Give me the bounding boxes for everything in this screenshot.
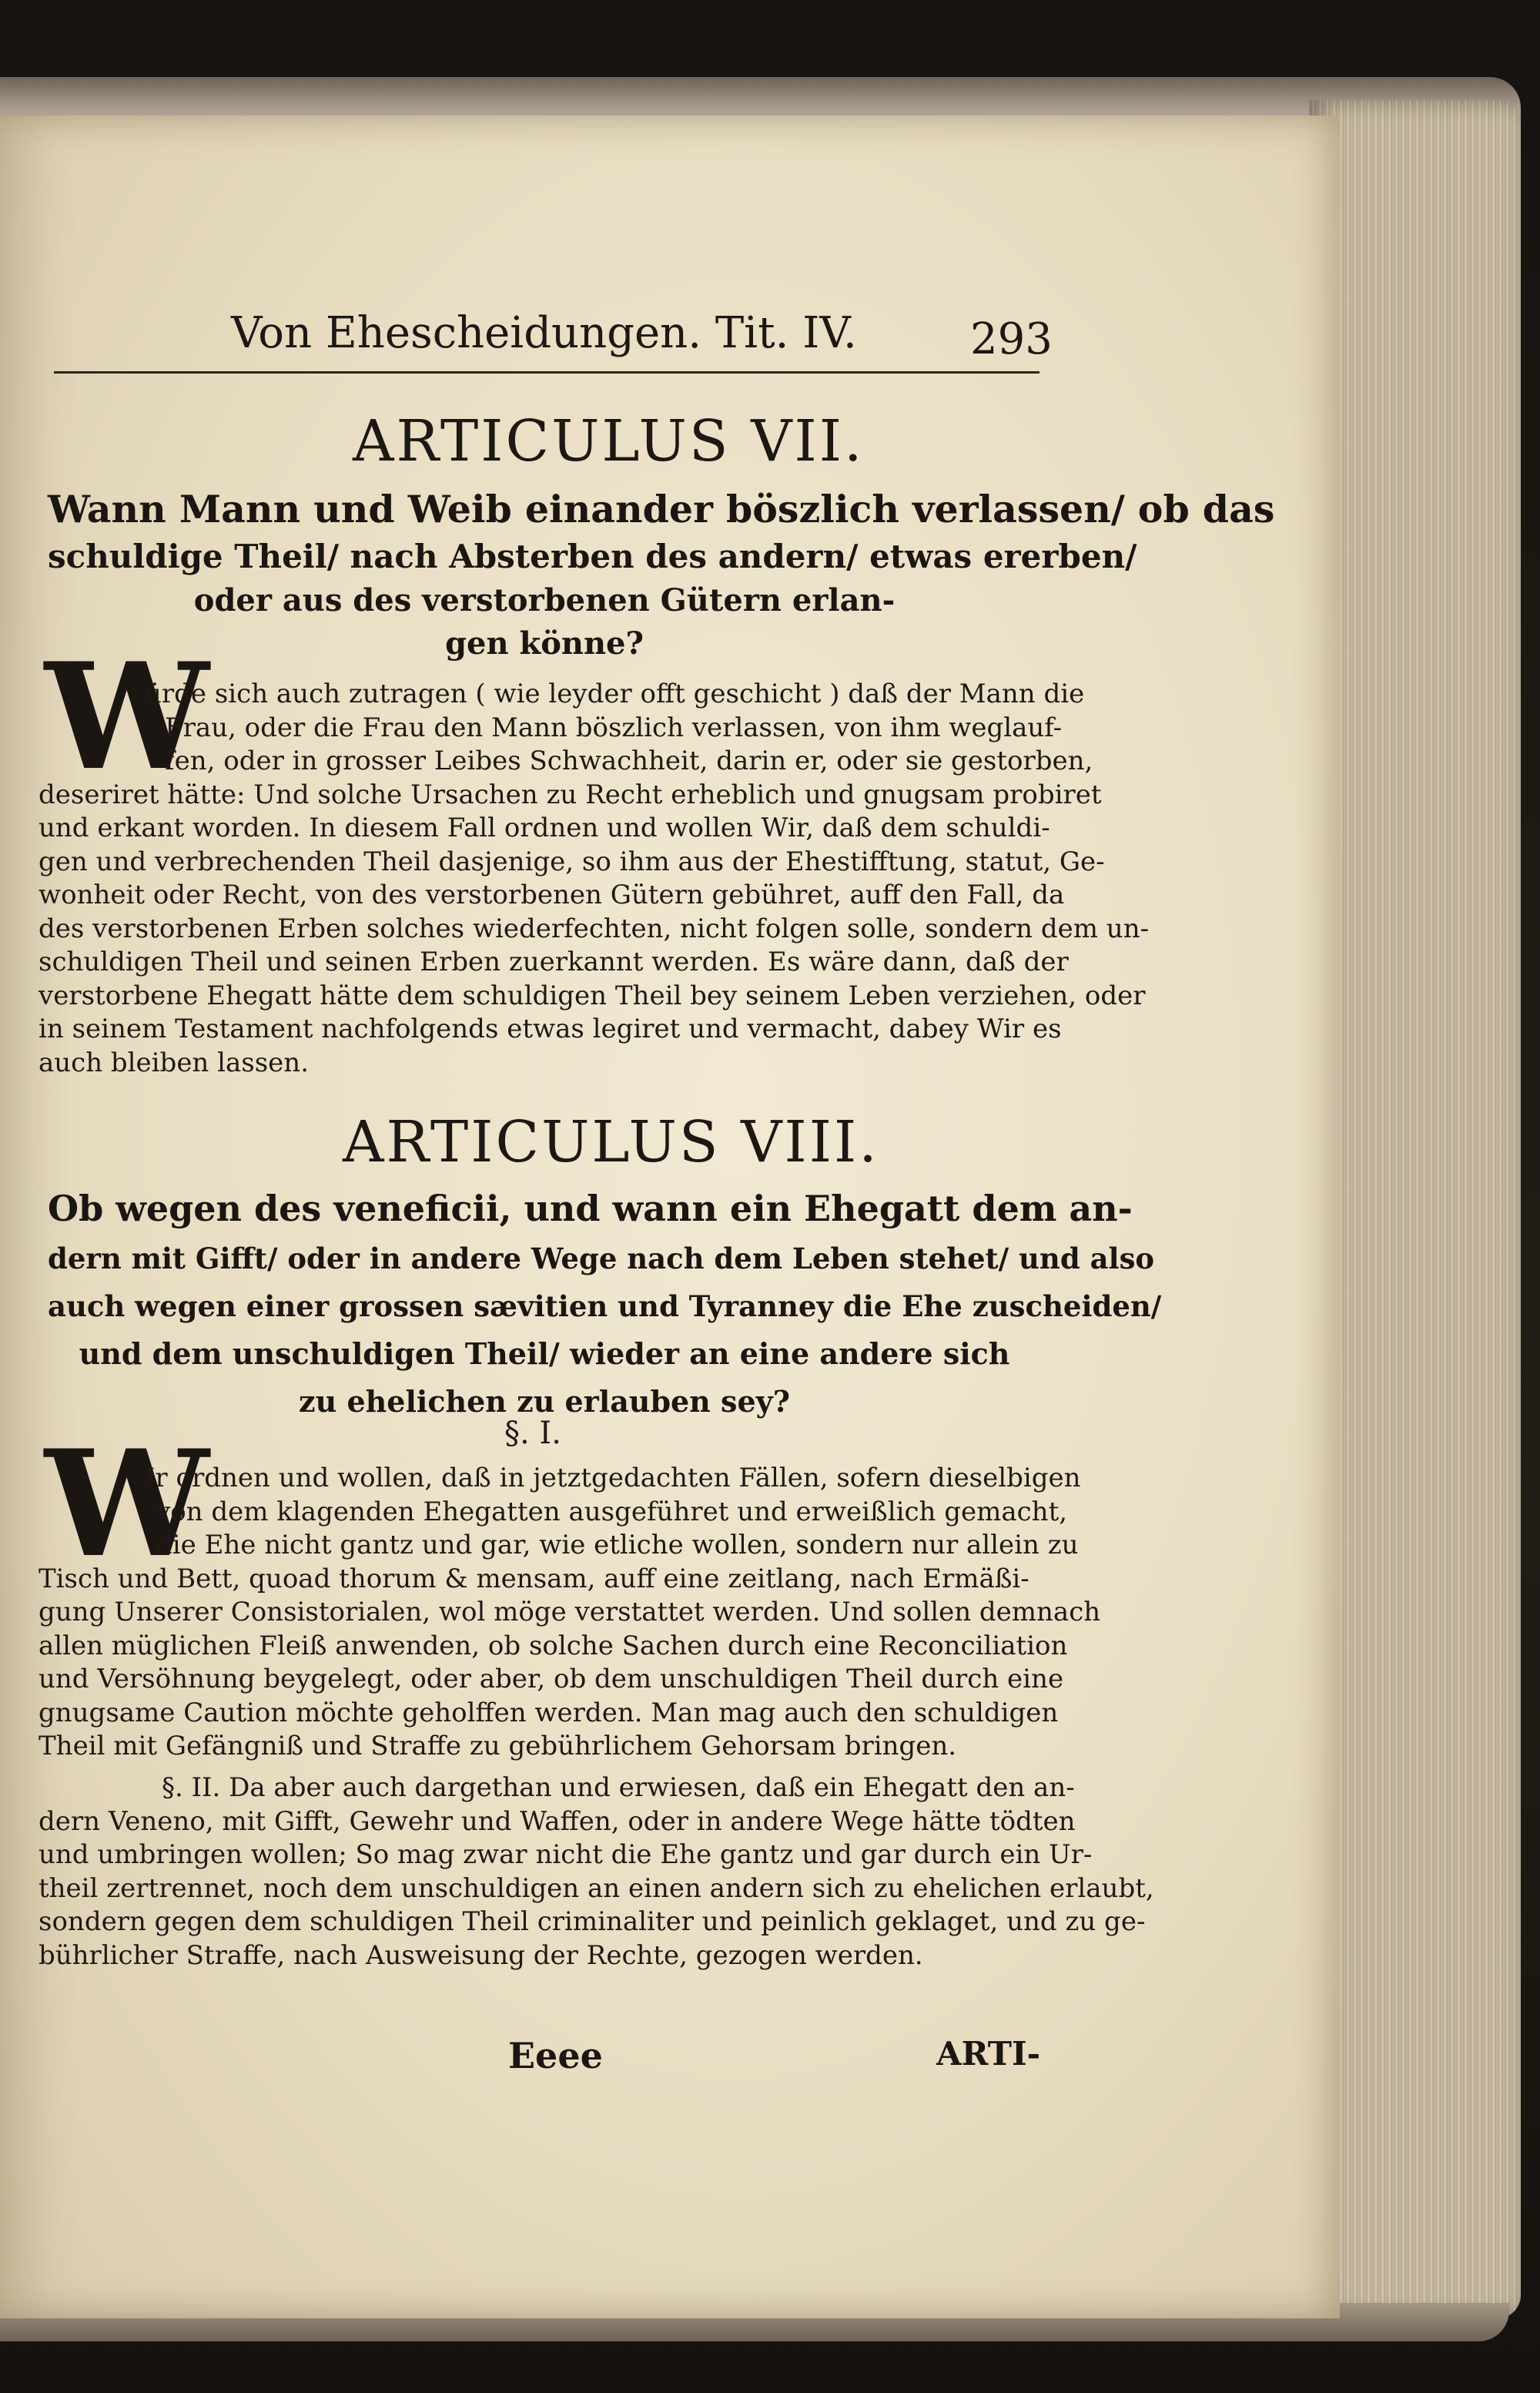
text-line: in seinem Testament nachfolgends etwas legiret und vermacht, dabey Wir es [38, 1014, 1062, 1044]
header-rule [54, 371, 1040, 374]
running-title: Von Ehescheidungen. Tit. IV. [231, 308, 857, 358]
article-8-dropcap: W [45, 1418, 209, 1590]
text-line: theil zertrennet, noch dem unschuldigen an einen andern sich zu ehelichen erlaubt, [38, 1872, 1154, 1904]
text-line: gen und verbrechenden Theil dasjenige, so ihm aus der Ehestifftung, statut, Ge- [38, 846, 1105, 877]
article-7-dropcap: W [45, 631, 209, 803]
text-line: von dem klagenden Ehegatten ausgeführet und erweißlich gemacht, [156, 1496, 1068, 1527]
text-line: sondern gegen dem schuldigen Theil criminaliter und peinlich geklaget, und zu ge- [38, 1906, 1146, 1937]
section-2-body [38, 1771, 1154, 1972]
heading-line: Ob wegen des veneficii, und wann ein Ehegatt dem an- [48, 1188, 1133, 1229]
text-line: §. II. Da aber auch dargethan und erwiesen, daß ein Ehegatt den an- [162, 1772, 1075, 1803]
section-1-body [38, 1462, 1101, 1764]
text-line: schuldigen Theil und seinen Erben zuerkannt werden. Es wäre dann, daß der [38, 947, 1069, 977]
text-line: und umbringen wollen; So mag zwar nicht die Ehe gantz und gar durch ein Ur- [38, 1839, 1093, 1870]
heading-line: und dem unschuldigen Theil/ wieder an eine andere sich [79, 1336, 1010, 1371]
text-line: dern Veneno, mit Gifft, Gewehr und Waffen, oder in andere Wege hätte tödten [38, 1805, 1076, 1837]
text-line: gung Unserer Consistorialen, wol möge verstattet werden. Und sollen demnach [38, 1597, 1101, 1627]
text-line: wonheit oder Recht, von des verstorbenen Gütern gebühret, auff den Fall, da [38, 880, 1065, 910]
heading-line: Wann Mann und Weib einander böszlich verlassen/ ob das [48, 487, 1275, 531]
text-line: bührlicher Straffe, nach Ausweisung der Rechte, gezogen werden. [38, 1939, 923, 1971]
catchword: ARTI- [936, 2035, 1041, 2073]
heading-line: zu ehelichen zu erlauben sey? [299, 1384, 790, 1419]
text-line: gnugsame Caution möchte geholffen werden. Man mag auch den schuldigen [38, 1697, 1059, 1728]
text-line: allen müglichen Fleiß anwenden, ob solche Sachen durch eine Reconciliation [38, 1630, 1068, 1661]
signature-mark: Eeee [508, 2035, 603, 2076]
heading-line: dern mit Gifft/ oder in andere Wege nach dem Leben stehet/ und also [48, 1242, 1155, 1275]
text-line: Tisch und Bett, quoad thorum & mensam, auff eine zeitlang, nach Ermäßi- [38, 1563, 1029, 1594]
article-8-label: ARTICULUS VIII. [343, 1109, 879, 1175]
text-line: und Versöhnung beygelegt, oder aber, ob dem unschuldigen Theil durch eine [38, 1664, 1064, 1694]
article-7-label: ARTICULUS VII. [353, 408, 865, 474]
heading-line: gen könne? [445, 625, 644, 662]
book-fore-edge [1309, 100, 1521, 2318]
heading-line: oder aus des verstorbenen Gütern erlan- [193, 582, 896, 618]
heading-line: schuldige Theil/ nach Absterben des andern/ etwas ererben/ [48, 538, 1137, 575]
text-line: ürde sich auch zutragen ( wie leyder offt geschicht ) daß der Mann die [145, 679, 1085, 709]
text-line: fen, oder in grosser Leibes Schwachheit, darin er, oder sie gestorben, [165, 746, 1093, 776]
text-line: Frau, oder die Frau den Mann böszlich verlassen, von ihm weglauf- [165, 712, 1063, 743]
heading-line: auch wegen einer grossen sævitien und Tyranney die Ehe zuscheiden/ [48, 1289, 1162, 1323]
text-line: des verstorbenen Erben solches wiederfechten, nicht folgen solle, sondern dem un- [38, 913, 1150, 944]
text-line: die Ehe nicht gantz und gar, wie etliche wollen, sondern nur allein zu [156, 1530, 1079, 1560]
text-line: Theil mit Gefängniß und Straffe zu gebührlichem Gehorsam bringen. [38, 1731, 957, 1761]
article-8-heading [48, 1182, 1162, 1426]
page-number: 293 [970, 314, 1053, 364]
text-line: auch bleiben lassen. [38, 1047, 310, 1078]
text-line: verstorbene Ehegatt hätte dem schuldigen Theil bey seinem Leben verziehen, oder [38, 980, 1146, 1011]
text-line: deseriret hätte: Und solche Ursachen zu Recht erheblich und gnugsam probiret [38, 779, 1102, 810]
article-7-body [38, 678, 1150, 1080]
text-line: Ir ordnen und wollen, daß in jetztgedachten Fällen, sofern dieselbigen [145, 1463, 1081, 1493]
text-line: und erkant worden. In diesem Fall ordnen und wollen Wir, daß dem schuldi- [38, 813, 1050, 843]
section-1-mark: §. I. [504, 1416, 561, 1451]
